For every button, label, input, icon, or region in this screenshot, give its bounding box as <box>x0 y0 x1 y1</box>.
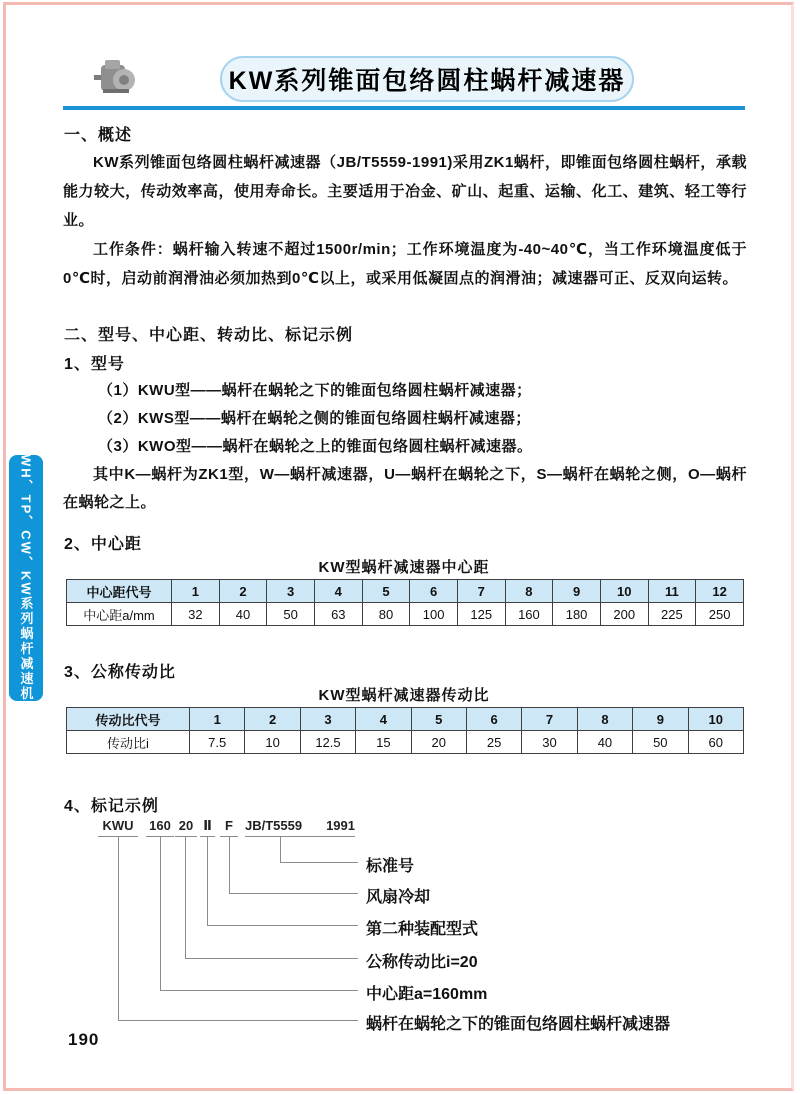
table-cell: 50 <box>267 603 315 626</box>
marking-label-fan: 风扇冷却 <box>366 889 431 906</box>
leader-line <box>160 990 358 991</box>
marking-label-center: 中心距a=160mm <box>366 986 488 1003</box>
model-item-kwo: （3）KWO型——蜗杆在蜗轮之上的锥面包络圆柱蜗杆减速器。 <box>98 438 533 455</box>
series-side-tab <box>9 455 43 701</box>
ratio-table <box>66 707 744 754</box>
leader-line <box>280 862 358 863</box>
gear-reducer-illustration <box>93 56 137 98</box>
center-distance-table-title: KW型蜗杆减速器中心距 <box>318 559 490 576</box>
overview-paragraph-2: 工作条件：蜗杆输入转速不超过1500r/min；工作环境温度为-40~40℃，当工作环境温度低于0℃时，启动前润滑油必须加热到0℃以上，或采用低凝固点的润滑油；减速器可正、反双向运转。 <box>63 241 747 287</box>
ratio-heading: 3、公称传动比 <box>64 664 176 681</box>
marking-code-model: KWU <box>98 818 138 837</box>
table-cell: 125 <box>457 603 505 626</box>
center-distance-heading: 2、中心距 <box>64 536 142 553</box>
leader-line <box>118 1020 358 1021</box>
leader-line <box>280 836 281 862</box>
table-cell: 63 <box>314 603 362 626</box>
table-cell: 180 <box>553 603 601 626</box>
table-cell: 2 <box>219 580 267 603</box>
marking-example-diagram <box>90 818 740 1038</box>
table-cell: 3 <box>267 580 315 603</box>
table-cell: 40 <box>577 731 632 754</box>
marking-heading: 4、标记示例 <box>64 798 159 815</box>
page-title-text: KW系列锥面包络圆柱蜗杆减速器 <box>228 67 626 95</box>
model-item-kwu: （1）KWU型——蜗杆在蜗轮之下的锥面包络圆柱蜗杆减速器； <box>98 382 532 399</box>
leader-line <box>160 836 161 990</box>
table-cell: 7.5 <box>190 731 245 754</box>
table-cell: 8 <box>577 708 632 731</box>
table-cell: 20 <box>411 731 466 754</box>
leader-line <box>185 836 186 958</box>
table-cell: 5 <box>362 580 410 603</box>
series-side-tab-label: WH、TP、CW、KW系列蜗杆减速机 <box>18 454 34 702</box>
marking-code-standard-year: 1991 <box>326 818 355 833</box>
table-cell: 4 <box>356 708 411 731</box>
section2-heading: 二、型号、中心距、转动比、标记示例 <box>64 327 354 344</box>
table-cell: 80 <box>362 603 410 626</box>
center-distance-table <box>66 579 744 626</box>
leader-line <box>207 925 358 926</box>
marking-label-model: 蜗杆在蜗轮之下的锥面包络圆柱蜗杆减速器 <box>366 1016 671 1033</box>
table-cell: 250 <box>696 603 744 626</box>
table-row-label: 中心距代号 <box>67 580 172 603</box>
page-title <box>220 56 634 102</box>
table-cell: 15 <box>356 731 411 754</box>
marking-code-center: 160 <box>146 818 174 837</box>
header-rule <box>63 106 745 110</box>
marking-code-standard <box>245 818 355 837</box>
table-cell: 100 <box>410 603 458 626</box>
leader-line <box>207 836 208 925</box>
overview-paragraph-1: KW系列锥面包络圆柱蜗杆减速器（JB/T5559-1991)采用ZK1蜗杆，即锥面包络圆柱蜗杆，承载能力较大，传动效率高，使用寿命长。主要适用于冶金、矿山、起重、运输、化工、建筑、轻工等行业。 <box>63 154 747 229</box>
table-cell: 7 <box>457 580 505 603</box>
table-cell: 8 <box>505 580 553 603</box>
marking-code-ratio: 20 <box>175 818 197 837</box>
table-cell: 9 <box>553 580 601 603</box>
table-row-label: 中心距a/mm <box>67 603 172 626</box>
marking-code-fan: F <box>220 818 238 837</box>
table-cell: 10 <box>245 731 300 754</box>
marking-code-assembly: Ⅱ <box>200 818 215 837</box>
overview-heading: 一、概述 <box>64 127 133 144</box>
page-number: 190 <box>68 1030 100 1049</box>
table-cell: 10 <box>688 708 743 731</box>
leader-line <box>185 958 358 959</box>
model-item-kws: （2）KWS型——蜗杆在蜗轮之侧的锥面包络圆柱蜗杆减速器； <box>98 410 531 427</box>
models-note: 其中K—蜗杆为ZK1型，W—蜗杆减速器，U—蜗杆在蜗轮之下，S—蜗杆在蜗轮之侧，O—蜗杆在蜗轮之上。 <box>63 466 747 511</box>
leader-line <box>229 836 230 893</box>
models-heading: 1、型号 <box>64 356 125 373</box>
table-cell: 9 <box>633 708 688 731</box>
marking-label-assembly: 第二种装配型式 <box>366 921 479 938</box>
marking-label-ratio: 公称传动比i=20 <box>366 954 478 971</box>
table-cell: 12 <box>696 580 744 603</box>
table-cell: 1 <box>190 708 245 731</box>
table-cell: 4 <box>314 580 362 603</box>
leader-line <box>118 836 119 1020</box>
marking-label-standard: 标准号 <box>366 858 415 875</box>
table-cell: 7 <box>522 708 577 731</box>
table-cell: 12.5 <box>300 731 355 754</box>
table-cell: 30 <box>522 731 577 754</box>
table-cell: 2 <box>245 708 300 731</box>
table-cell: 1 <box>172 580 220 603</box>
marking-code-standard-no: JB/T5559 <box>245 818 303 833</box>
table-cell: 40 <box>219 603 267 626</box>
leader-line <box>229 893 358 894</box>
table-cell: 10 <box>600 580 648 603</box>
table-cell: 5 <box>411 708 466 731</box>
table-cell: 200 <box>600 603 648 626</box>
table-cell: 225 <box>648 603 696 626</box>
table-cell: 25 <box>466 731 521 754</box>
table-cell: 50 <box>633 731 688 754</box>
table-cell: 60 <box>688 731 743 754</box>
table-row-label: 传动比i <box>67 731 190 754</box>
table-cell: 6 <box>410 580 458 603</box>
table-cell: 6 <box>466 708 521 731</box>
table-cell: 3 <box>300 708 355 731</box>
table-cell: 32 <box>172 603 220 626</box>
ratio-table-title: KW型蜗杆减速器传动比 <box>318 687 490 704</box>
table-cell: 160 <box>505 603 553 626</box>
product-photo <box>93 56 137 98</box>
table-cell: 11 <box>648 580 696 603</box>
table-row-label: 传动比代号 <box>67 708 190 731</box>
